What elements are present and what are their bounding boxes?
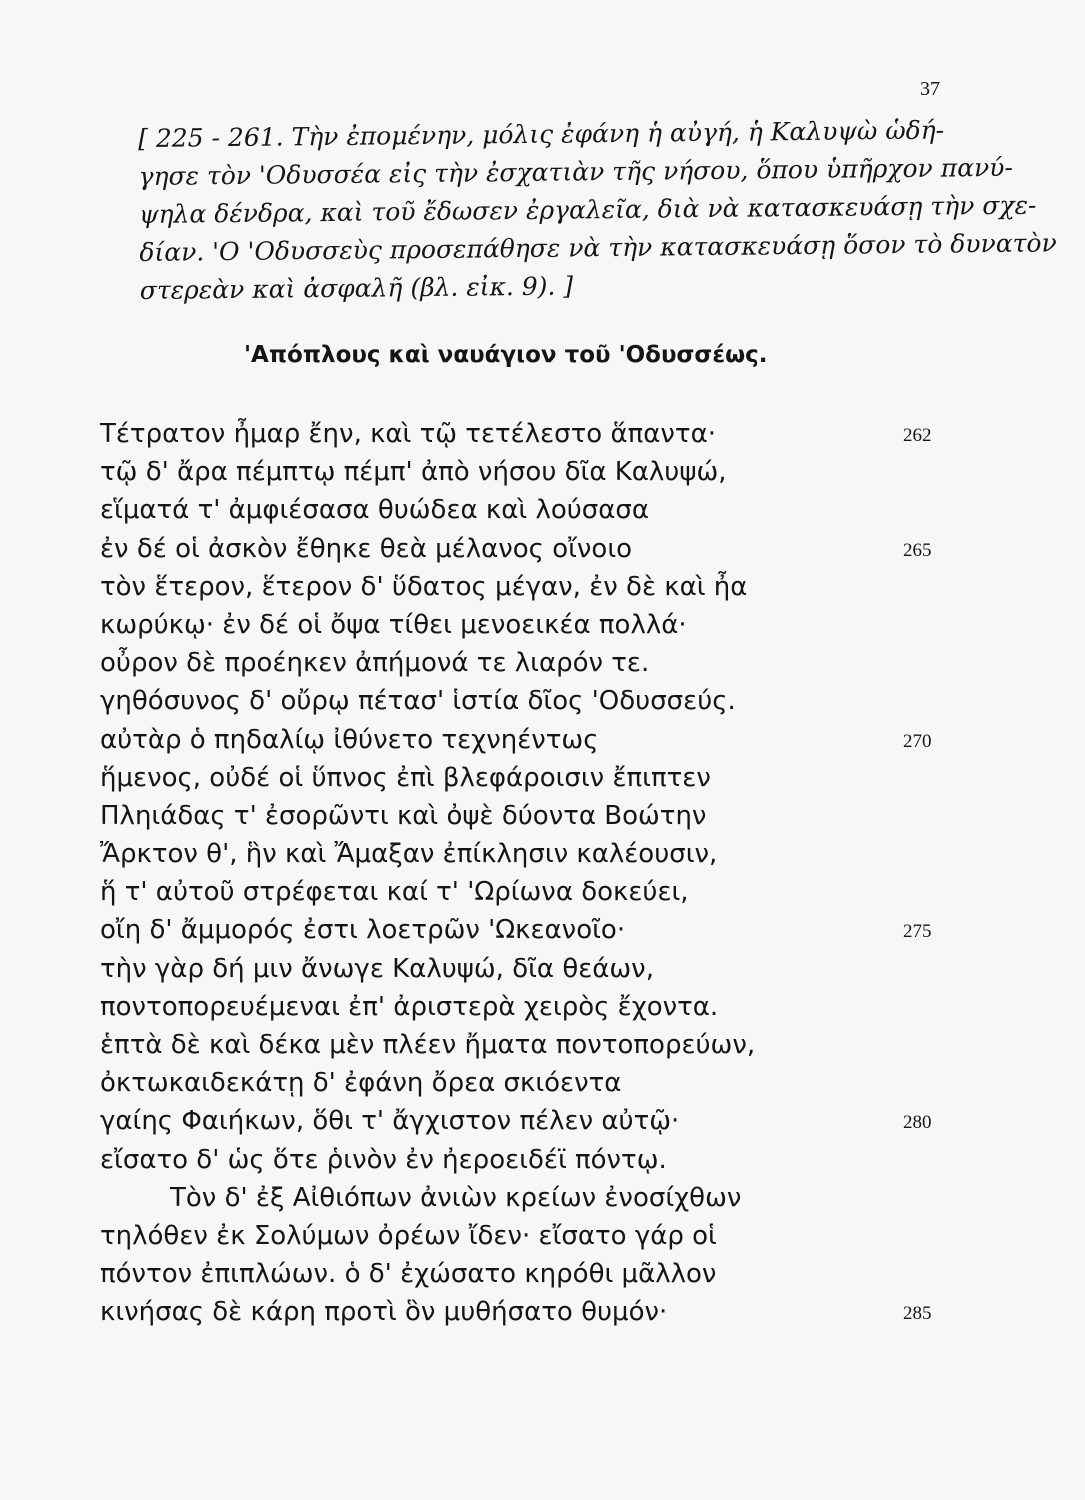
- verse-text: τὴν γὰρ δή μιν ἄνωγε Καλυψώ, δῖα θεάων,: [100, 953, 654, 984]
- line-number: 265: [903, 539, 932, 561]
- verse-line: [100, 950, 960, 988]
- verse-text: ποντοπορευέμεναι ἐπ' ἀριστερὰ χειρὸς ἔχοντα.: [100, 991, 719, 1022]
- line-number: 275: [903, 921, 932, 943]
- verse-line: [100, 835, 960, 873]
- verse-text: Τέτρατον ἦμαρ ἔην, καὶ τῷ τετέλεστο ἅπαντα·: [100, 419, 716, 449]
- verse-line: [100, 1293, 960, 1331]
- verse-text: ἥ τ' αὐτοῦ στρέφεται καί τ' 'Ωρίωνα δοκεύει,: [100, 877, 689, 908]
- verse-line: [100, 873, 960, 911]
- verse-line: [100, 415, 960, 453]
- verse-line: [100, 1102, 960, 1140]
- verse-text: Ἄρκτον θ', ἣν καὶ Ἄμαξαν ἐπίκλησιν καλέουσιν,: [100, 839, 718, 870]
- verse-text: οὖρον δὲ προέηκεν ἀπήμονά τε λιαρόν τε.: [100, 648, 650, 679]
- summary-line: [ 225 - 261. Τὴν ἐπομένην, μόλις ἐφάνη ἡ αὐγή, ἡ Καλυψὼ ὡδή-: [138, 115, 945, 153]
- verse-line: [100, 682, 960, 720]
- verse-text: Πληιάδας τ' ἐσορῶντι καὶ ὀψὲ δύοντα Βοώτην: [100, 800, 707, 831]
- section-heading: 'Απόπλους καὶ ναυάγιον τοῦ 'Οδυσσέως.: [244, 342, 768, 368]
- summary-line: στερεὰν καὶ ἀσφαλῆ (βλ. εἰκ. 9). ]: [139, 271, 574, 305]
- verse-line: [100, 644, 960, 682]
- summary-line: δίαν. 'Ο 'Οδυσσεὺς προσεπάθησε νὰ τὴν κατασκευάσῃ ὅσον τὸ δυνατὸν: [139, 228, 1057, 267]
- verse-text: Τὸν δ' ἐξ Αἰθιόπων ἀνιὼν κρείων ἐνοσίχθων: [170, 1182, 742, 1213]
- verse-text: εἵματά τ' ἀμφιέσασα θυώδεα καὶ λούσασα: [100, 495, 650, 526]
- verse-text: πόντον ἐπιπλώων. ὁ δ' ἐχώσατο κηρόθι μᾶλλον: [100, 1259, 717, 1290]
- verse-text: ἐν δέ οἱ ἀσκὸν ἔθηκε θεὰ μέλανος οἴνοιο: [100, 533, 633, 564]
- verse-text: ἥμενος, οὐδέ οἱ ὕπνος ἐπὶ βλεφάροισιν ἔπιπτεν: [100, 762, 711, 793]
- verse-text: ὀκτωκαιδεκάτῃ δ' ἐφάνη ὄρεα σκιόεντα: [100, 1068, 622, 1099]
- verse-line: [100, 1141, 960, 1179]
- verse-block: [100, 415, 960, 1332]
- verse-text: τῷ δ' ἄρα πέμπτῳ πέμπ' ἀπὸ νήσου δῖα Καλυψώ,: [100, 457, 727, 488]
- verse-line: [100, 1064, 960, 1102]
- summary-line: γησε τὸν 'Οδυσσέα εἰς τὴν ἐσχατιὰν τῆς νήσου, ὅπου ὑπῆρχον πανύ-: [138, 152, 1013, 191]
- verse-text: ἑπτὰ δὲ καὶ δέκα μὲν πλέεν ἤματα ποντοπορεύων,: [100, 1030, 756, 1060]
- verse-text: αὐτὰρ ὁ πηδαλίῳ ἰθύνετο τεχνηέντως: [100, 724, 599, 755]
- verse-text: εἴσατο δ' ὡς ὅτε ῥινὸν ἐν ἠεροειδέϊ πόντῳ.: [100, 1144, 667, 1175]
- line-number: 262: [903, 425, 932, 446]
- verse-line: [100, 491, 960, 529]
- verse-line: [100, 568, 960, 606]
- verse-line: [100, 530, 960, 568]
- verse-line: [100, 453, 960, 491]
- line-number: 270: [903, 730, 932, 752]
- verse-line: [100, 759, 960, 797]
- verse-text: κωρύκῳ· ἐν δέ οἱ ὄψα τίθει μενοεικέα πολλά·: [100, 609, 687, 640]
- verse-line: [100, 988, 960, 1026]
- verse-line: [100, 797, 960, 835]
- line-number: 280: [903, 1112, 932, 1134]
- summary-paragraph: [138, 112, 1057, 310]
- verse-line: [100, 1026, 960, 1064]
- verse-line: [100, 1255, 960, 1293]
- verse-text: κινήσας δὲ κάρη προτὶ ὃν μυθήσατο θυμόν·: [100, 1297, 668, 1328]
- verse-text: γηθόσυνος δ' οὔρῳ πέτασ' ἱστία δῖος 'Οδυσσεύς.: [100, 686, 736, 717]
- verse-text: τὸν ἕτερον, ἕτερον δ' ὕδατος μέγαν, ἐν δὲ καὶ ἦα: [100, 571, 748, 602]
- verse-text: γαίης Φαιήκων, ὅθι τ' ἄγχιστον πέλεν αὐτῷ·: [100, 1106, 680, 1137]
- verse-line: [100, 606, 960, 644]
- page-number: 37: [920, 78, 940, 100]
- verse-text: τηλόθεν ἐκ Σολύμων ὀρέων ἴδεν· εἴσατο γάρ οἱ: [100, 1220, 717, 1251]
- verse-line: [100, 1179, 960, 1217]
- summary-line: ψηλα δένδρα, καὶ τοῦ ἔδωσεν ἐργαλεῖα, διὰ νὰ κατασκευάσῃ τὴν σχε-: [138, 190, 1037, 229]
- verse-line: [100, 911, 960, 949]
- line-number: 285: [903, 1303, 932, 1325]
- verse-line: [100, 1217, 960, 1255]
- verse-text: οἴη δ' ἄμμορός ἐστι λοετρῶν 'Ωκεανοῖο·: [100, 915, 626, 946]
- verse-line: [100, 721, 960, 759]
